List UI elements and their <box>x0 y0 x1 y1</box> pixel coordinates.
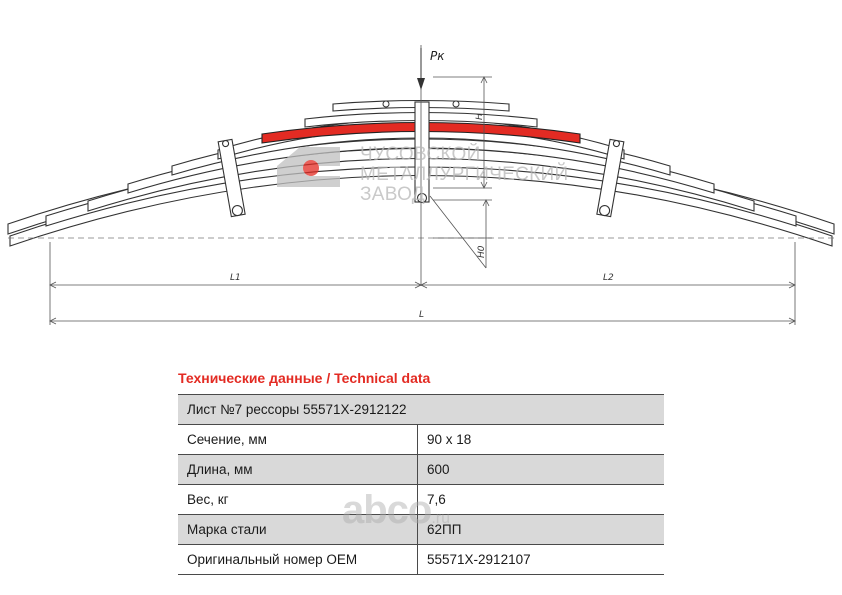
table-title: Технические данные / Technical data <box>178 370 431 386</box>
dim-h-label: H <box>475 113 485 120</box>
table-header-cell: Лист №7 рессоры 55571Х-2912122 <box>178 395 664 425</box>
row-value: 62ПП <box>418 515 665 545</box>
watermark-line-3: ЗАВОД <box>360 184 425 205</box>
table-header-row <box>178 395 664 425</box>
rivet-icon <box>453 101 459 107</box>
row-value: 600 <box>418 455 665 485</box>
row-label: Длина, мм <box>178 455 418 485</box>
dim-l1-label: L1 <box>230 273 241 283</box>
specs-table <box>178 394 664 575</box>
dim-l-label: L <box>419 310 425 320</box>
watermark-line-2: МЕТАЛЛУРГИЧЕСКИЙ <box>360 164 569 185</box>
row-label: Вес, кг <box>178 485 418 515</box>
load-label: Pк <box>430 49 445 63</box>
row-label: Сечение, мм <box>178 425 418 455</box>
row-label: Оригинальный номер ОЕМ <box>178 545 418 575</box>
abco-watermark-main: abco <box>342 488 432 532</box>
table-row <box>178 545 664 575</box>
abco-watermark <box>342 488 450 533</box>
watermark-line-1: ЧУСОВСКОЙ <box>360 144 481 165</box>
table-row <box>178 425 664 455</box>
dim-l2-label: L2 <box>603 273 614 283</box>
abco-watermark-suffix: .ru <box>431 510 451 527</box>
row-value: 90 х 18 <box>418 425 665 455</box>
row-value: 55571Х-2912107 <box>418 545 665 575</box>
table-row <box>178 455 664 485</box>
row-label: Марка стали <box>178 515 418 545</box>
rivet-icon <box>383 101 389 107</box>
dim-h0-label: H0 <box>477 245 487 258</box>
row-value: 7,6 <box>418 485 665 515</box>
load-arrow-icon <box>417 78 425 90</box>
